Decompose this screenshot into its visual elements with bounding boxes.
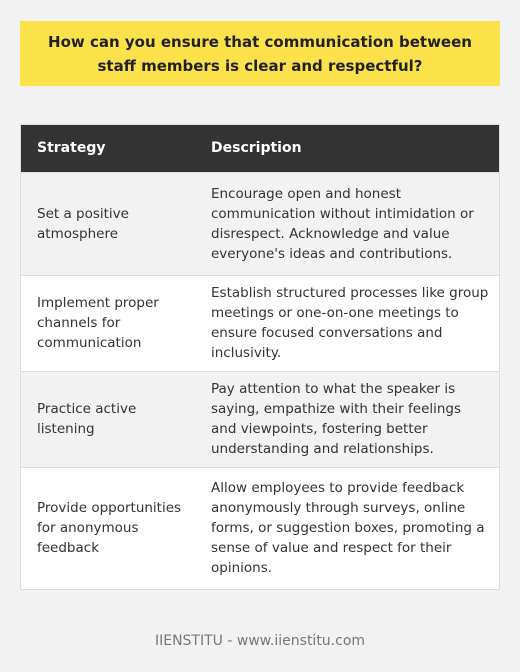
description-cell: Pay attention to what the speaker is saying, empathize with their feelings and viewpoints, fostering better understanding and relationships. bbox=[195, 371, 499, 467]
header-strategy: Strategy bbox=[21, 125, 195, 172]
footer-credit: IIENSTITU - www.iienstitu.com bbox=[154, 633, 366, 649]
strategy-table bbox=[20, 124, 500, 590]
description-cell: Establish structured processes like group meetings or one-on-one meetings to ensure focused conversations and inclusivity. bbox=[195, 275, 499, 371]
table-row bbox=[21, 275, 499, 371]
table-header-row bbox=[21, 125, 499, 172]
strategy-cell: Implement proper channels for communication bbox=[21, 275, 195, 371]
question-title: How can you ensure that communication between staff members is clear and respectful? bbox=[48, 32, 472, 75]
strategy-table-grid bbox=[21, 125, 499, 589]
question-banner bbox=[20, 21, 500, 86]
table-row bbox=[21, 467, 499, 589]
description-cell: Encourage open and honest communication without intimidation or disrespect. Acknowledge and value everyone's ideas and contributions. bbox=[195, 172, 499, 275]
table-row bbox=[21, 371, 499, 467]
description-cell: Allow employees to provide feedback anonymously through surveys, online forms, or suggestion boxes, promoting a sense of value and respect for their opinions. bbox=[195, 467, 499, 589]
strategy-cell: Set a positive atmosphere bbox=[21, 172, 195, 275]
strategy-cell: Provide opportunities for anonymous feedback bbox=[21, 467, 195, 589]
header-description: Description bbox=[195, 125, 499, 172]
table-row bbox=[21, 172, 499, 275]
strategy-cell: Practice active listening bbox=[21, 371, 195, 467]
